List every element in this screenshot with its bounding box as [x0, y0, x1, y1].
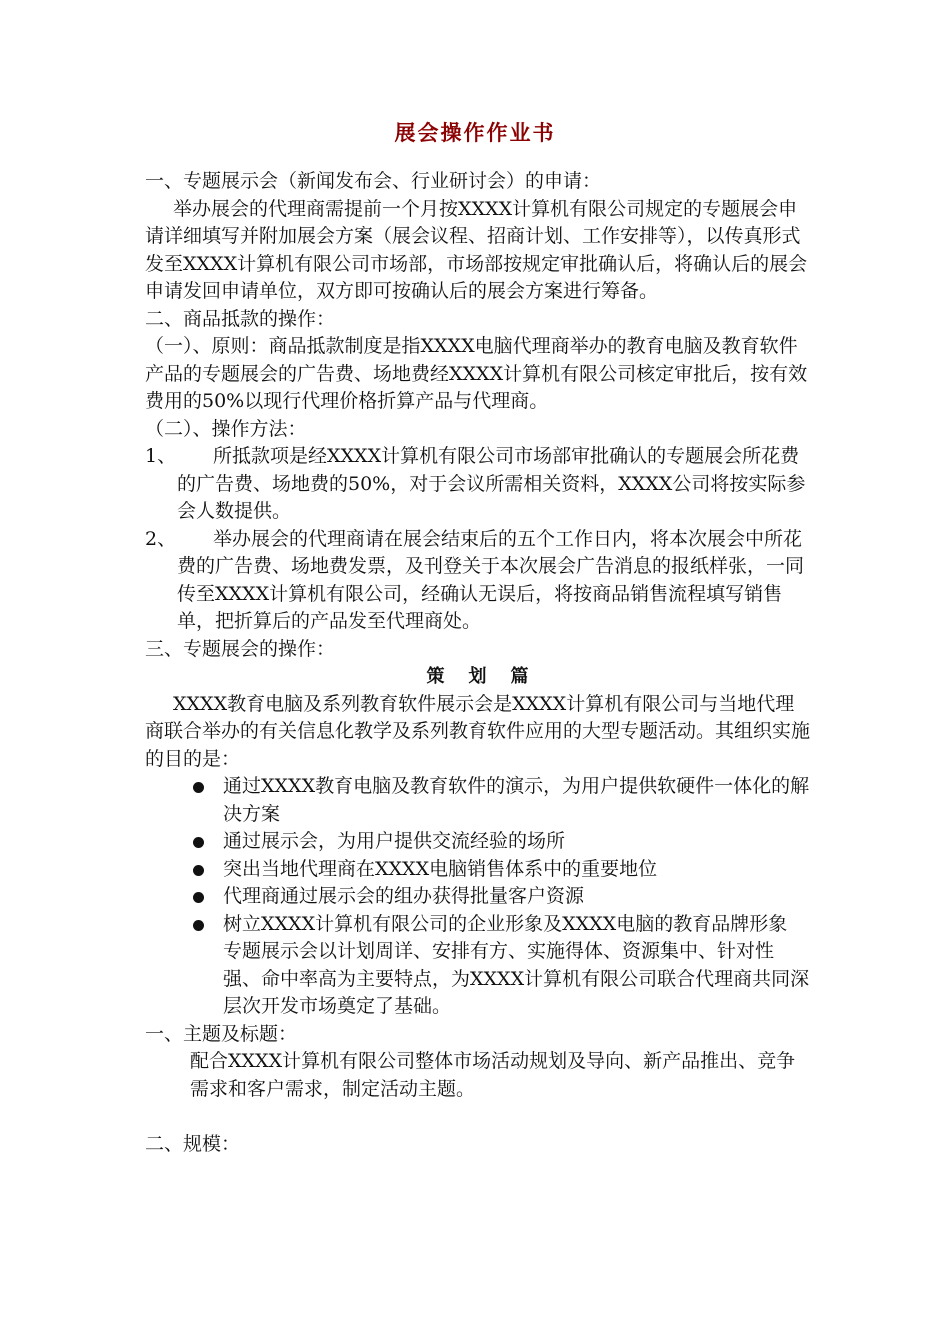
- plan-1-heading: 一、主题及标题：: [145, 1022, 298, 1045]
- list-item-text: 通过XXXX教育电脑及教育软件的演示，为用户提供软硬件一体化的解决方案: [223, 775, 810, 825]
- goals-list: [145, 773, 810, 938]
- bullet-icon: [145, 856, 223, 884]
- list-item: [145, 773, 810, 828]
- section-3-heading: 三、专题展会的操作：: [145, 637, 336, 660]
- spacer: [145, 1103, 810, 1131]
- section-2-heading: 二、商品抵款的操作：: [145, 307, 336, 330]
- section-2-principle: （一）、原则：商品抵款制度是指XXXX电脑代理商举办的教育电脑及教育软件产品的专题展会的广告费、场地费经XXXX计算机有限公司核定审批后，按有效费用的50%以现行代理价格折算产品与代理商。: [145, 335, 808, 412]
- bullet-icon: [145, 883, 223, 911]
- plan-1-text: 配合XXXX计算机有限公司整体市场活动规划及导向、新产品推出、竞争需求和客户需求，制定活动主题。: [190, 1050, 796, 1100]
- bullet-icon: [145, 773, 223, 828]
- section-2-method-heading: （二）、操作方法：: [145, 417, 307, 440]
- list-item: [145, 883, 810, 911]
- section-1-heading: 一、专题展示会（新闻发布会、行业研讨会）的申请：: [145, 170, 602, 192]
- item-text: 所抵款项是经XXXX计算机有限公司市场部审批确认的专题展会所花费的广告费、场地费的50%，对于会议所需相关资料，XXXX公司将按实际参会人数提供。: [177, 445, 806, 522]
- numbered-item: [145, 443, 810, 526]
- list-item: [145, 856, 810, 884]
- list-item: [145, 911, 810, 939]
- item-text: 举办展会的代理商请在展会结束后的五个工作日内，将本次展会中所花费的广告费、场地费发票，及刊登关于本次展会广告消息的报纸样张，一同传至XXXX计算机有限公司，经确认无误后，将按商品销售流程填写销售单，把折算后的产品发至代理商处。: [177, 527, 805, 632]
- list-item-text: 通过展示会，为用户提供交流经验的场所: [223, 830, 566, 852]
- item-number: 1、: [145, 445, 177, 467]
- numbered-item: [145, 526, 810, 636]
- list-item: [145, 828, 810, 856]
- planning-intro: XXXX教育电脑及系列教育软件展示会是XXXX计算机有限公司与当地代理商联合举办的有关信息化教学及系列教育软件应用的大型专题活动。其组织实施的目的是：: [145, 692, 811, 770]
- list-item-text: 树立XXXX计算机有限公司的企业形象及XXXX电脑的教育品牌形象: [223, 912, 788, 935]
- planning-heading: 策划篇: [426, 666, 553, 687]
- item-number: 2、: [145, 527, 177, 550]
- bullet-icon: [145, 911, 223, 939]
- plan-2-heading: 二、规模：: [145, 1132, 241, 1155]
- list-item-text: 突出当地代理商在XXXX电脑销售体系中的重要地位: [223, 857, 658, 880]
- document-title: 展会操作作业书: [394, 121, 556, 145]
- document-body: [145, 168, 810, 1158]
- bullet-icon: [145, 828, 223, 856]
- section-1-paragraph: 举办展会的代理商需提前一个月按XXXX计算机有限公司规定的专题展会申请详细填写并附加展会方案（展会议程、招商计划、工作安排等），以传真形式发至XXXX计算机有限公司市场部，市场部按规定审批确认后，将确认后的展会申请发回申请单位，双方即可按确认后的展会方案进行筹备。: [145, 197, 808, 302]
- goals-summary: 专题展示会以计划周详、安排有方、实施得体、资源集中、针对性强、命中率高为主要特点，为XXXX计算机有限公司联合代理商共同深层次开发市场奠定了基础。: [223, 940, 810, 1017]
- list-item-text: 代理商通过展示会的组办获得批量客户资源: [223, 885, 585, 907]
